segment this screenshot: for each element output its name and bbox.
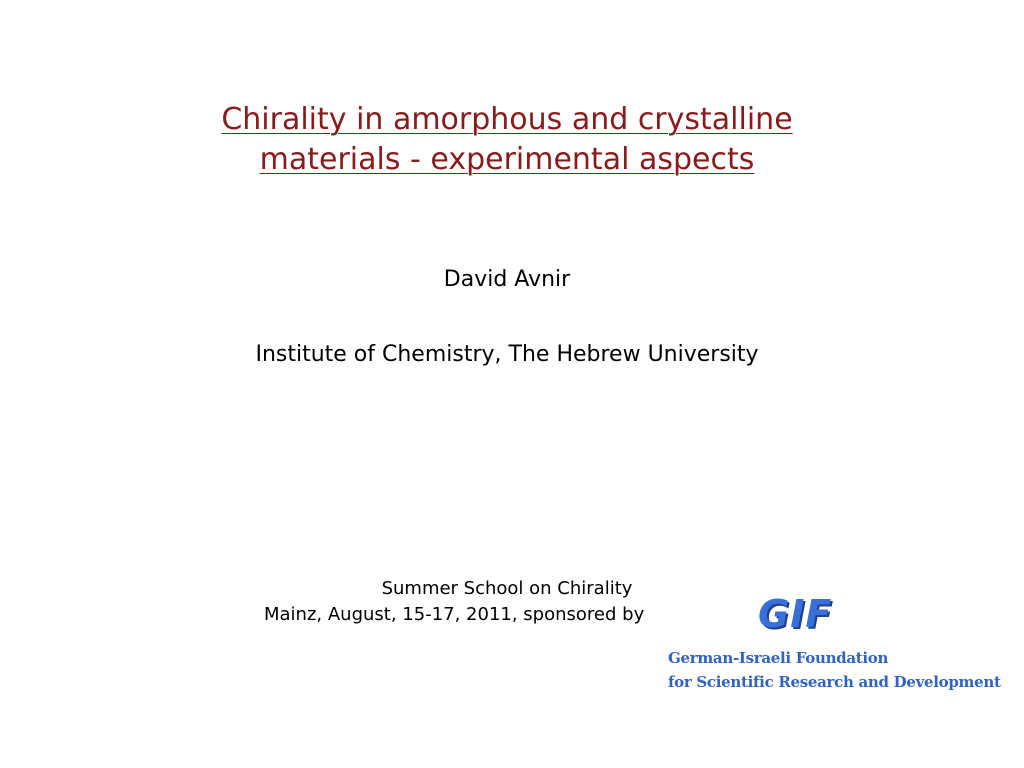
author-name: David Avnir	[443, 267, 571, 292]
event-line-1: Summer School on Chirality	[381, 578, 633, 599]
affiliation: Institute of Chemistry, The Hebrew University	[255, 342, 759, 367]
sponsor-name	[668, 646, 1001, 694]
gif-logo: GIF	[758, 592, 833, 636]
event-line-2: Mainz, August, 15-17, 2011, sponsored by	[264, 604, 645, 625]
sponsor-name-line-2: for Scientific Research and Development	[668, 673, 1001, 691]
title-line-1: Chirality in amorphous and crystalline	[221, 102, 793, 137]
sponsor-name-line-1: German-Israeli Foundation	[668, 649, 889, 667]
slide-title	[0, 100, 1014, 180]
title-line-2: materials - experimental aspects	[259, 142, 755, 177]
